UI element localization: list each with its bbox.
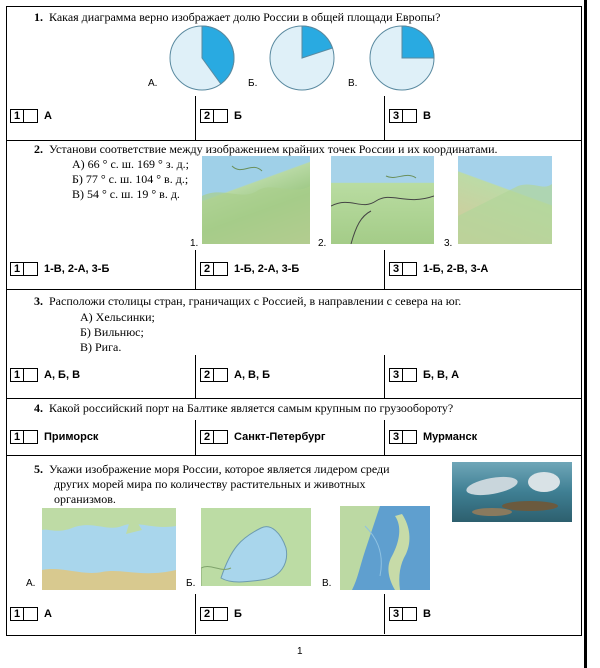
answer-option-2[interactable] [200,607,242,621]
column-divider [195,355,196,398]
answer-checkbox[interactable] [214,607,228,621]
answer-checkbox[interactable] [24,262,38,276]
answer-option-2[interactable] [200,109,242,123]
column-divider [384,96,385,140]
answer-option-2[interactable] [200,262,299,276]
answer-number: 3 [389,368,403,382]
question-number: 3. [34,294,43,308]
answer-checkbox[interactable] [403,430,417,444]
answer-label: Б [234,608,242,620]
question-text: Укажи изображение моря России, которое является лидером среди [49,462,390,476]
question-5 [34,462,390,476]
answer-option-3[interactable] [389,430,477,444]
answer-option-1[interactable] [10,430,98,444]
question-text: Расположи столицы стран, граничащих с Россией, в направлении с севера на юг. [49,294,462,308]
answer-checkbox[interactable] [24,430,38,444]
pie-slice [402,26,434,58]
answer-label: А [44,608,52,620]
answer-number: 2 [200,109,214,123]
answer-checkbox[interactable] [24,607,38,621]
map-extreme-point-2 [331,156,434,244]
column-divider [195,96,196,140]
answer-number: 1 [10,607,24,621]
capital-item-c: В) Рига. [80,340,122,354]
coordinate-a: А) 66 ° с. ш. 169 ° з. д.; [72,157,190,171]
question-number: 1. [34,10,43,24]
answer-checkbox[interactable] [403,109,417,123]
answer-label: Мурманск [423,431,478,443]
answer-number: 1 [10,430,24,444]
question-text-line3: организмов. [54,492,116,506]
column-divider [384,250,385,289]
map-extreme-point-1 [202,156,310,244]
answer-number: 3 [389,607,403,621]
row-divider [6,140,581,141]
answer-label: В [423,110,431,122]
answer-checkbox[interactable] [403,262,417,276]
answer-number: 2 [200,262,214,276]
map-extreme-point-3 [458,156,552,244]
question-text: Установи соответствие между изображением крайних точек России и их координатами. [49,142,498,156]
sea-caption-c: В. [322,578,332,589]
answer-option-2[interactable] [200,430,325,444]
question-text: Какой российский порт на Балтике является самым крупным по грузообороту? [49,401,454,415]
column-divider [384,355,385,398]
sea-map-b [201,508,311,586]
answer-checkbox[interactable] [403,607,417,621]
capital-item-a: А) Хельсинки; [80,310,155,324]
answer-option-1[interactable] [10,368,80,382]
answer-number: 2 [200,368,214,382]
row-divider [6,455,581,456]
column-divider [384,594,385,634]
question-text: Какая диаграмма верно изображает долю России в общей площади Европы? [49,10,441,24]
answer-number: 3 [389,430,403,444]
question-3 [34,294,461,308]
answer-option-3[interactable] [389,368,459,382]
answer-number: 1 [10,109,24,123]
answer-label: 1-Б, 2-В, 3-А [423,263,489,275]
question-number: 5. [34,462,43,476]
capital-item-b: Б) Вильнюс; [80,325,144,339]
map-label-1: 1. [190,238,199,249]
question-number: 4. [34,401,43,415]
answer-option-1[interactable] [10,109,52,123]
pie-chart-c [368,24,436,92]
question-1 [34,10,440,24]
answer-checkbox[interactable] [403,368,417,382]
page-number: 1 [297,646,303,657]
answer-checkbox[interactable] [214,109,228,123]
answer-label: А, В, Б [234,369,271,381]
answer-number: 3 [389,262,403,276]
map-label-3: 3. [444,238,453,249]
question-4 [34,401,453,415]
answer-checkbox[interactable] [214,368,228,382]
sea-map-c [340,506,430,590]
answer-label: В [423,608,431,620]
pie-chart-b [268,24,336,92]
row-divider [6,398,581,399]
answer-option-1[interactable] [10,607,52,621]
answer-checkbox[interactable] [24,368,38,382]
answer-number: 1 [10,262,24,276]
answer-label: 1-Б, 2-А, 3-Б [234,263,300,275]
pie-chart-a [168,24,236,92]
answer-label: Санкт-Петербург [234,431,326,443]
column-divider [195,420,196,455]
answer-number: 1 [10,368,24,382]
question-2 [34,142,498,156]
sea-animals-photo [452,462,572,522]
answer-checkbox[interactable] [214,262,228,276]
answer-number: 2 [200,430,214,444]
column-divider [384,420,385,455]
sea-map-a [42,508,176,590]
answer-option-3[interactable] [389,262,488,276]
question-number: 2. [34,142,43,156]
column-divider [195,594,196,634]
caption-b: Б. [248,78,258,89]
answer-label: А, Б, В [44,369,81,381]
answer-label: Б, В, А [423,369,460,381]
answer-number: 3 [389,109,403,123]
answer-number: 2 [200,607,214,621]
answer-label: Б [234,110,242,122]
answer-option-2[interactable] [200,368,270,382]
answer-option-3[interactable] [389,607,431,621]
answer-label: Приморск [44,431,99,443]
question-text-line2: других морей мира по количеству растительных и животных [54,477,366,491]
column-divider [195,250,196,289]
caption-a: А. [148,78,158,89]
sea-caption-b: Б. [186,578,196,589]
right-margin-bar [584,0,587,668]
answer-label: А [44,110,52,122]
coordinate-b: Б) 77 ° с. ш. 104 ° в. д.; [72,172,189,186]
answer-option-1[interactable] [10,262,109,276]
row-divider [6,289,581,290]
answer-option-3[interactable] [389,109,431,123]
caption-c: В. [348,78,358,89]
sea-caption-a: А. [26,578,36,589]
answer-label: 1-В, 2-А, 3-Б [44,263,110,275]
answer-checkbox[interactable] [24,109,38,123]
answer-checkbox[interactable] [214,430,228,444]
map-label-2: 2. [318,238,327,249]
coordinate-c: В) 54 ° с. ш. 19 ° в. д. [72,187,180,201]
